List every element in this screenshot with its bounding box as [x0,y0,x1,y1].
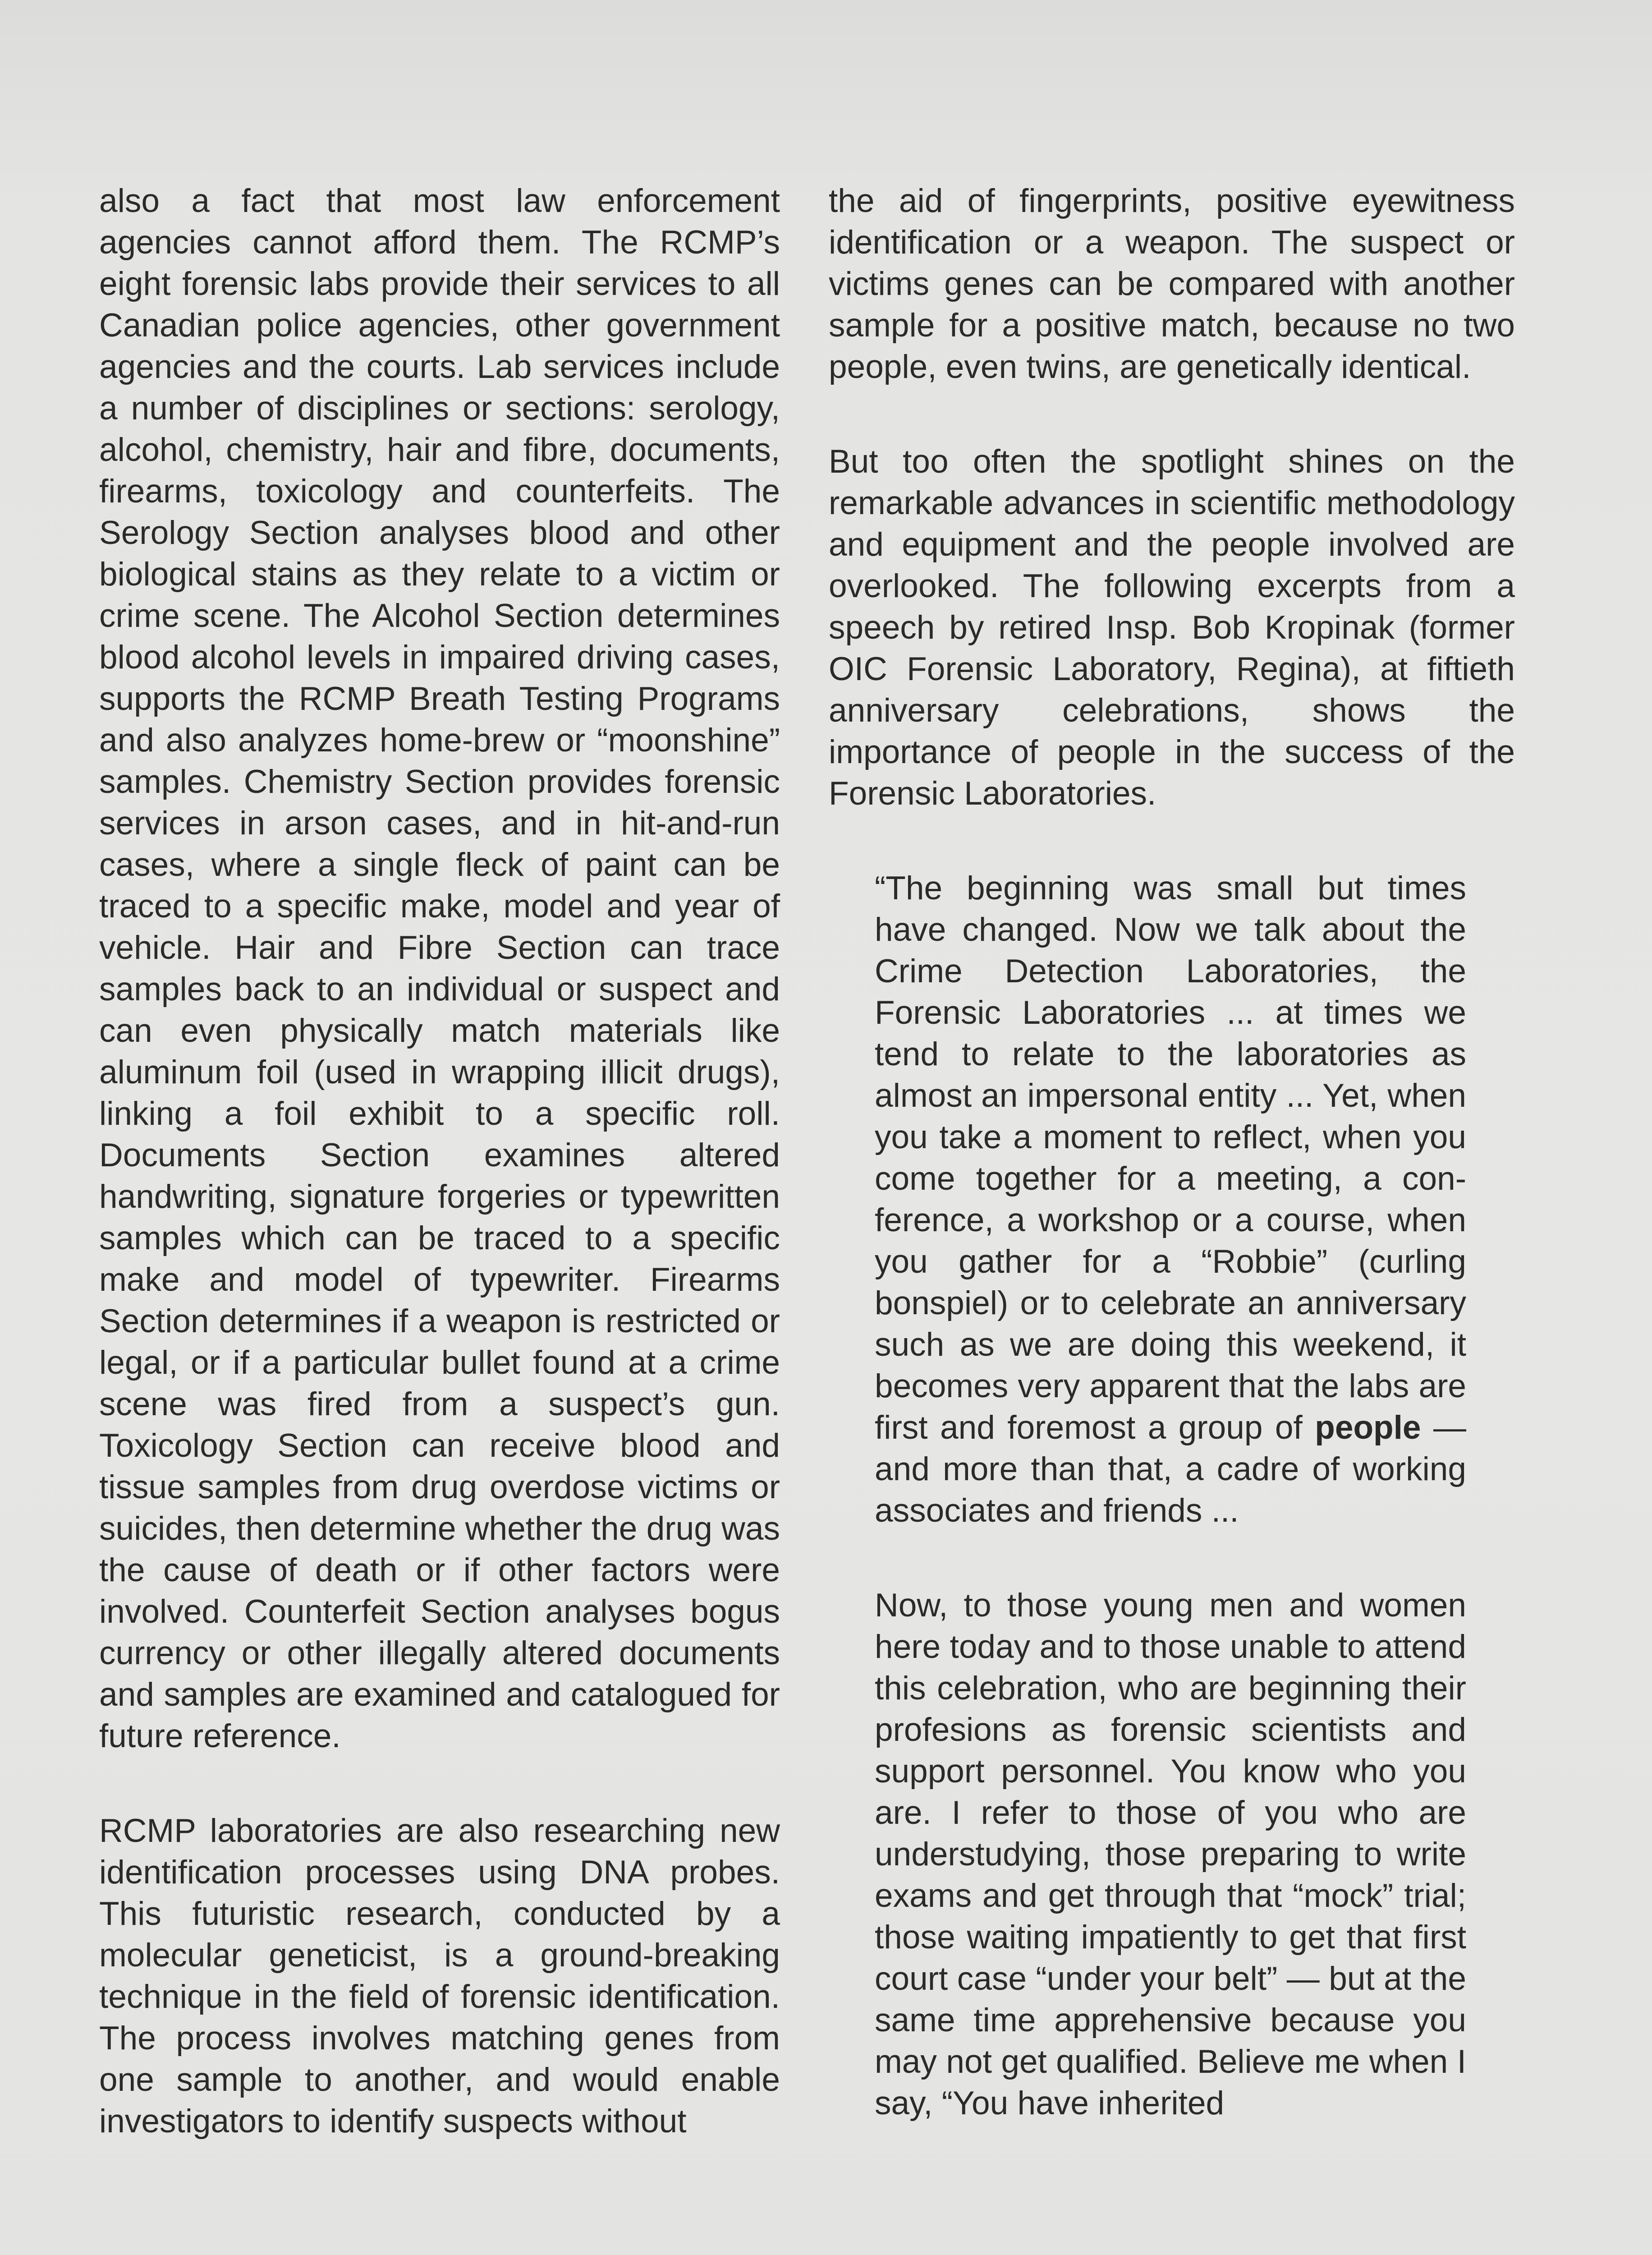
paragraph-dna-continued [829,180,1515,388]
paragraph-text: But too often the spotlight shines on the remarkable advances in scientific methodology and equipment and the people involved are overlooked. The following excerpts from a speech by retired Insp. Bob Kropinak (former OIC Forensic Laboratory, Regina), at fiftieth anniversary celebrations, shows the importance of people in the success of the Forensic Laboratories. [829,443,1515,812]
quote-text-part: “The beginning was small but times have changed. Now we talk about the Crime Detection Laboratories, the Forensic Laboratories ... at times we tend to relate to the laboratories as almost an impersonal entity ... Yet, when you take a moment to reflect, when you come together for a meeting, a conference, a workshop or a course, when you gather for a “Robbie” (curling bonspiel) or to celebrate an anniversary such as we are doing this weekend, it becomes very apparent that the labs are first and foremost a group of [875,870,1466,1446]
quote-block-beginning [875,868,1466,1532]
quote-text [875,868,1466,1532]
paragraph-dna-research [99,1810,780,2142]
right-column [829,180,1515,2124]
paragraph-text: RCMP laboratories are also researching new identification processes using DNA probes. This futuristic research, conducted by a molecular geneticist, is a ground-breaking technique in the field of forensic identification. The process involves matching genes from one sample to another, and would enable investigators to identify suspects without [99,1813,780,2140]
quote-block-young-men-women [875,1585,1466,2124]
paragraph-text: also a fact that most law enforcement agencies cannot afford them. The RCMP’s eight forensic labs provide their services to all Canadian police agencies, other government agencies and the courts. Lab services include a number of disciplines or sections: serology, alcohol, chemistry, hair and fibre, documents, firearms, toxicology and counterfeits. The Serology Section analyses blood and other biological stains as they relate to a victim or crime scene. The Alcohol Section determines blood alcohol levels in impaired driving cases, supports the RCMP Breath Testing Programs and also analyzes home-brew or “moonshine” samples. Chemistry Section provides forensic services in arson cases, and in hit-and-run cases, where a single fleck of paint can be traced to a specific make, model and year of vehicle. Hair and Fibre Section can trace samples back to an individual or suspect and can even physically match materials like aluminum foil (used in wrapping illicit drugs), linking a foil exhibit to a specific roll. Documents Section examines altered handwriting, signature forgeries or typewritten samples which can be traced to a specific make and model of typewriter. Firearms Section determines if a weapon is restricted or legal, or if a particular bullet found at a crime scene was fired from a suspect’s gun. Toxicology Section can receive blood and tissue samples from drug overdose victims or suicides, then determine whether the drug was the cause of death or if other factors were involved. Counterfeit Section analyses bogus currency or other illegally altered documents and samples are examined and catalogued for future reference. [99,183,780,1754]
quote-text-part: — and more than that, a cadre of working associates and friends ... [875,1409,1466,1529]
paragraph-forensic-labs [99,180,780,1757]
paragraph-speech-intro [829,441,1515,815]
left-column [99,180,780,2142]
paragraph-text: the aid of fingerprints, positive eyewitness identification or a weapon. The suspect or victims genes can be compared with another sample for a positive match, because no two people, even twins, are genetically identical. [829,183,1515,385]
quote-text: Now, to those young men and women here today and to those unable to attend this celebration, who are beginning their profesions as forensic scientists and support personnel. You know who you are. I refer to those of you who are understudying, those preparing to write exams and get through that “mock” trial; those waiting impatiently to get that first court case “under your belt” — but at the same time apprehensive because you may not get qualified. Believe me when I say, “You have inherited [875,1587,1466,2122]
emphasis-people: people [1315,1409,1421,1446]
